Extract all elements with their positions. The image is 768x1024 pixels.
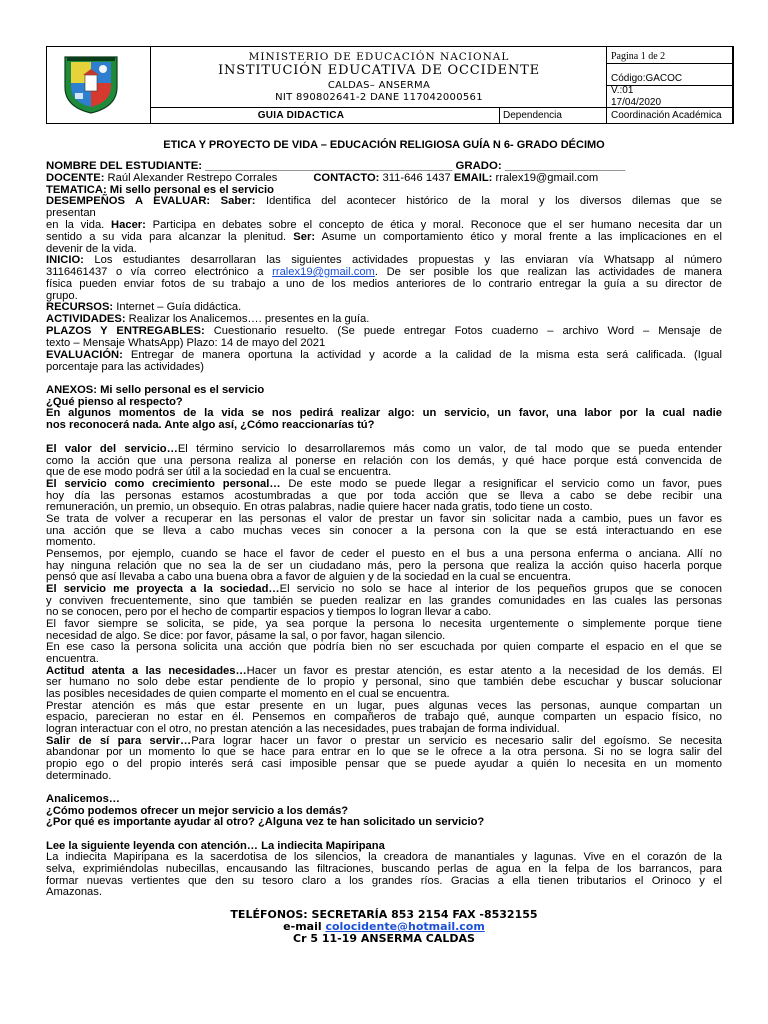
salir-line-1: Salir de sí para servir…Para lograr hacer un favor o prestar un servicio es necesario salir del egoísmo. Se necesita — [46, 735, 722, 747]
atenta-line-5: espacio, parecieran no estar en él. Pensemos en compañeros de trabajo qué, aunque comparten un espacio físico, no — [46, 711, 722, 723]
crecimiento-line-6: momento. — [46, 536, 96, 548]
document-date: 17/04/2020 — [611, 97, 662, 108]
crecimiento-line-4: Se trata de volver a recuperar en las personas el valor de prestar un favor sin solicitar nada a cambio, pues un favor es — [46, 513, 722, 525]
reflection-line-1: En algunos momentos de la vida se nos pedirá realizar algo: un servicio, un favor, una labor por la cual nadie — [46, 407, 722, 419]
header-center — [151, 47, 607, 123]
salir-line-2: abandonar por un momento lo que se hace para entrar en lo que se le ofrece a la otra persona. Si no se logra salir del — [46, 746, 722, 758]
desempenos-line-1: DESEMPEÑOS A EVALUAR: Saber: Identifica del acontecer histórico de la moral y los diversos dilemas que se — [46, 195, 723, 207]
institution-location: CALDAS– ANSERMA — [327, 80, 431, 91]
proyecta-line-5: necesidad de algo. Se dice: por favor, pásame la sal, o por favor, hagan silencio. — [46, 630, 446, 642]
document-title: ETICA Y PROYECTO DE VIDA – EDUCACIÓN RELIGIOSA GUÍA N 6- GRADO DÉCIMO — [163, 139, 605, 151]
header-right — [607, 47, 733, 123]
leyenda-line-1: La indiecita Mapiripana es la sacerdotisa de los silencios, la creadora de manantiales y lagunas. Vive en el corazón de la — [46, 851, 722, 863]
reflection-line-2: nos reconocerá nada. Ante algo así, ¿Cómo reaccionarías tú? — [46, 419, 375, 431]
email-link[interactable]: rralex19@gmail.com — [272, 266, 375, 278]
crecimiento-line-5: una acción que se lleva a cabo muchas veces sin conocer a la persona con la que se está interactuando en ese — [46, 525, 722, 537]
hacer-line-3: devenir de la vida. — [46, 243, 137, 255]
proyecta-line-3: no se conocen, pero por el hecho de compartir espacios y tiempos lo logran llevar a cabo. — [46, 606, 492, 618]
atenta-line-6: logran interactuar con el otro, no prestan atención a las necesidades, pues trabajan de forma individual. — [46, 723, 560, 735]
evaluacion-line-2: porcentaje para las actividades) — [46, 361, 204, 373]
proyecta-line-1: El servicio me proyecta a la sociedad…El servicio no solo se hace al interior de los pequeños grupos que se conocen — [46, 583, 722, 595]
analicemos-question-1: ¿Cómo podemos ofrecer un mejor servicio a los demás? — [46, 805, 349, 817]
valor-line-1: El valor del servicio…El término servicio lo desarrollaremos más como un valor, de tal modo que se pueda entender — [46, 443, 723, 455]
inicio-line-1: INICIO: Los estudiantes desarrollaran las siguientes actividades propuestas y las enviaran vía Whatsapp al número — [46, 254, 722, 266]
crecimiento-line-2: hoy día las personas estamos acostumbradas a que por toda acción que se lleva a cabo se debe recibir una — [46, 490, 722, 502]
logo-cell — [47, 47, 151, 123]
crecimiento-line-1: El servicio como crecimiento personal… De este modo se puede llegar a resignificar el servicio como un favor, pues — [46, 478, 722, 490]
footer-email-link[interactable]: colocidente@hotmail.com — [325, 920, 485, 933]
recursos-line: RECURSOS: Internet – Guía didáctica. — [46, 301, 242, 313]
proyecta-line-2: y conviven frecuentemente, sino que también se pueden realizar en las grandes comunidades en las cuales las personas — [46, 595, 722, 607]
plazos-line-1: PLAZOS Y ENTREGABLES: Cuestionario resuelto. (Se puede entregar Fotos cuaderno – archivo Word – Mensaje de — [46, 325, 722, 337]
footer-email-line: e-mail colocidente@hotmail.com — [283, 920, 485, 933]
crecimiento-line-8: hay ninguna relación que no sea la de ser un ciudadano más, pero la persona que realiza la acción quiso hacerla porque — [46, 560, 722, 572]
ministry-name: MINISTERIO DE EDUCACIÓN NACIONAL — [248, 51, 510, 63]
coordination-label: Coordinación Académica — [611, 110, 722, 121]
atenta-line-2: ser humano no solo debe estar pendiente de lo propio y personal, sino que también debe escuchar y buscar solucionar — [46, 676, 722, 688]
atenta-line-4: Prestar atención es más que estar presente en un lugar, pues algunas veces las personas, aunque compartan un — [46, 700, 722, 712]
anexos-heading: ANEXOS: Mi sello personal es el servicio — [46, 384, 265, 396]
leyenda-line-3: formar nuevas vertientes que den su tesoro claro a los grandes ríos. Gracias a ella tienen tributarios el Orinoco y el — [46, 875, 722, 887]
proyecta-line-4: El favor siempre se solicita, se pide, ya sea porque la persona lo necesita urgentemente o simplemente porque tiene — [46, 618, 722, 630]
crecimiento-line-9: pensó que así llevaba a cabo una buena obra a favor de alguien y de la sociedad en la cual se encuentra. — [46, 571, 571, 583]
header-table — [46, 46, 734, 124]
analicemos-heading: Analicemos… — [46, 793, 120, 805]
crecimiento-line-3: remuneración, un premio, un obsequio. En otras palabras, nadie quiere hacer nada gratis, todo tiene un costo. — [46, 501, 593, 513]
hacer-line-2: sentido a su vida para alcanzar la plenitud. Ser: Asume un comportamiento ético y moral frente a las implicaciones en el — [46, 231, 723, 243]
valor-line-2: como la acción que una persona realiza al ponerse en relación con los demás, y qué hace porque está convencida de — [46, 455, 722, 467]
school-shield-logo — [61, 53, 121, 115]
valor-line-3: que de ese modo podrá ser útil a la sociedad en la cual se encuentra. — [46, 466, 392, 478]
institution-nit: NIT 890802641-2 DANE 117042000561 — [275, 92, 483, 103]
tematica-line: TEMATICA: Mi sello personal es el servicio — [46, 184, 274, 196]
document-version: V.:01 — [611, 85, 634, 96]
dependency-label: Dependencia — [503, 110, 562, 121]
desempenos-line-2: presentan — [46, 207, 96, 219]
teacher-line: DOCENTE: Raúl Alexander Restrepo Corrales CONTACTO: 311-646 1437 EMAIL: rralex19@gmail.com — [46, 172, 599, 184]
inicio-line-4: grupo. — [46, 290, 78, 302]
salir-line-4: determinado. — [46, 770, 112, 782]
evaluacion-line-1: EVALUACIÓN: Entregar de manera oportuna la actividad y acorde a la calidad de la misma esta será calificada. (Igual — [46, 349, 722, 361]
analicemos-question-2: ¿Por qué es importante ayudar al otro? ¿Alguna vez te han solicitado un servicio? — [46, 816, 485, 828]
footer-address: Cr 5 11-19 ANSERMA CALDAS — [293, 932, 475, 945]
page-number: Pagina 1 de 2 — [611, 51, 666, 62]
salir-line-3: propio ego o del propio interés será casi imposible pensar que se puede ayudar a quién lo necesita en un momento — [46, 758, 722, 770]
leyenda-line-4: Amazonas. — [46, 886, 102, 898]
hacer-line-1: en la vida. Hacer: Participa en debates sobre el concepto de ética y moral. Reconoce que el ser humano necesita dar un — [46, 219, 723, 231]
leyenda-heading: Lee la siguiente leyenda con atención… La indiecita Mapiripana — [46, 840, 385, 852]
crecimiento-line-7: Pensemos, por ejemplo, cuando se hace el favor de ceder el puesto en el bus a una persona enferma o anciana. Allí no — [46, 548, 722, 560]
proyecta-line-6: En ese caso la persona solicita una acción que podría bien no ser escuchada por quien comparte el espacio en el que se — [46, 641, 722, 653]
respecto-question: ¿Qué pienso al respecto? — [46, 396, 183, 408]
inicio-line-2: 3116461437 o vía correo electrónico a rralex19@gmail.com. De ser posible los que realizan las actividades de manera — [46, 266, 723, 278]
inicio-line-3: física pueden enviar fotos de su trabajo a uno de los medios anteriores de lo contrario entregar la guía a su director de — [46, 278, 722, 290]
institution-name: INSTITUCIÓN EDUCATIVA DE OCCIDENTE — [218, 63, 540, 78]
document-code: Código:GACOC — [611, 73, 683, 84]
guide-label: GUIA DIDACTICA — [257, 110, 345, 121]
atenta-line-3: las posibles necesidades de quien comparte el momento en el cual se encuentra. — [46, 688, 450, 700]
student-name-line: NOMBRE DEL ESTUDIANTE: _______________________________________ GRADO: ___________________ — [46, 161, 626, 172]
actividades-line: ACTIVIDADES: Realizar los Analicemos…. presentes en la guía. — [46, 313, 370, 325]
proyecta-line-7: encuentra. — [46, 653, 99, 665]
plazos-line-2: texto – Mensaje WhatsApp) Plazo: 14 de mayo del 2021 — [46, 337, 326, 349]
footer-phones: TELÉFONOS: SECRETARÍA 853 2154 FAX -8532155 — [230, 908, 538, 921]
atenta-line-1: Actitud atenta a las necesidades…Hacer un favor es prestar atención, es estar atento a la necesidad de los demás. El — [46, 665, 722, 677]
leyenda-line-2: selva, exprimiéndolas nubecillas, encausando las filtraciones, buscando perlas de agua en la felpa de los barrancos, para — [46, 863, 722, 875]
